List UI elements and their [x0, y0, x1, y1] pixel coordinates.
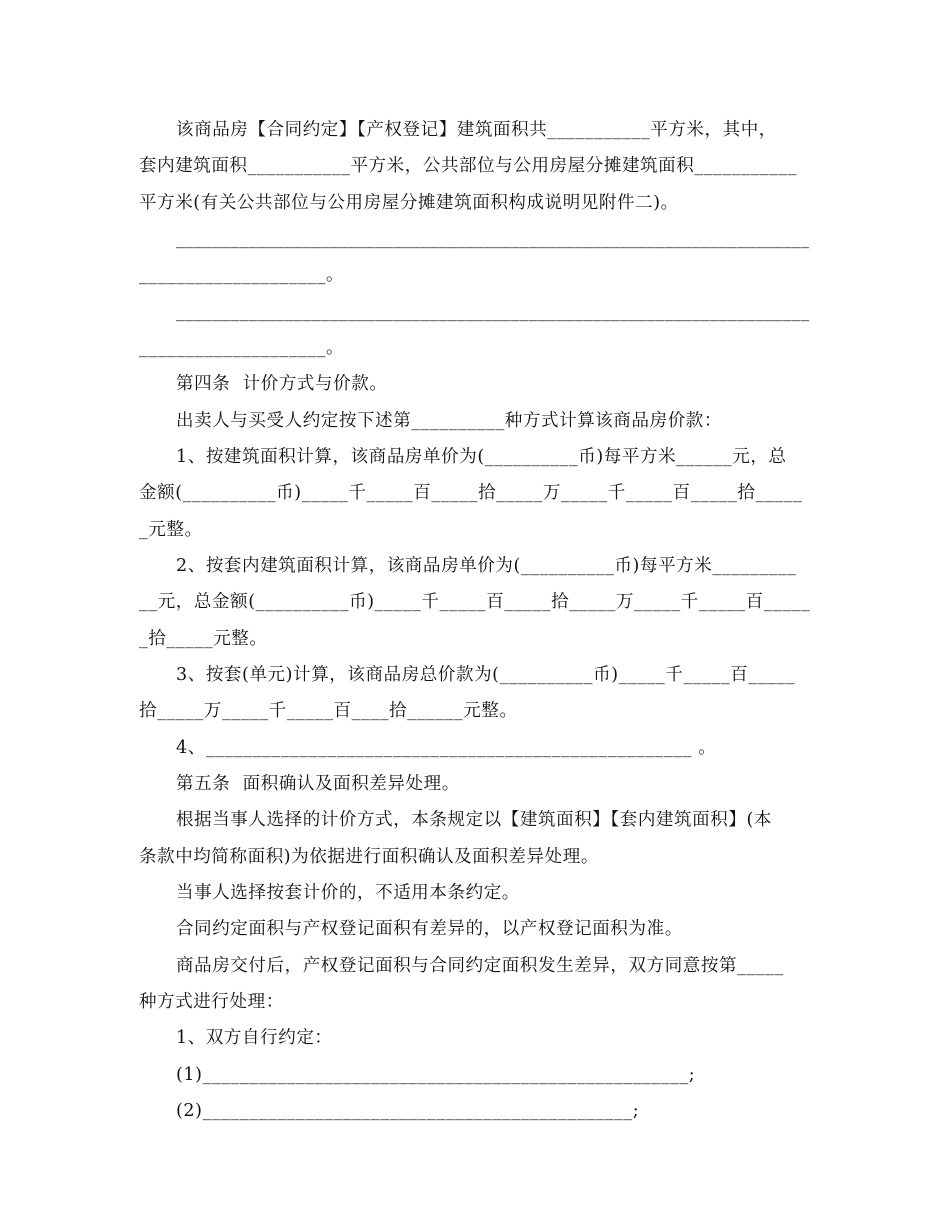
paragraph-line: 金额(__________币)_____千_____百_____拾_____万_____千_____百_____拾_____ [139, 483, 803, 503]
paragraph-line: 拾_____万_____千_____百____拾______元整。 [139, 701, 518, 721]
blank-fill-line: ______________________________________________________________________ [176, 229, 810, 249]
paragraph-line: 当事人选择按套计价的，不适用本条约定。 [176, 883, 520, 903]
paragraph-line: 1、双方自行约定： [176, 1028, 333, 1048]
paragraph-line: (2)______________________________________________; [176, 1101, 640, 1121]
paragraph-line: 条款中均简称面积)为依据进行面积确认及面积差异处理。 [139, 847, 599, 867]
paragraph-line: 3、按套(单元)计算，该商品房总价款为(__________币)_____千_____百_____ [176, 665, 796, 685]
blank-fill-line: ____________________。 [139, 265, 345, 285]
paragraph-line: 合同约定面积与产权登记面积有差异的，以产权登记面积为准。 [176, 919, 683, 939]
paragraph-line: 出卖人与买受人约定按下述第__________种方式计算该商品房价款： [176, 411, 722, 431]
paragraph-line: _拾_____元整。 [139, 629, 268, 649]
article-heading: 第四条 计价方式与价款。 [176, 374, 388, 394]
blank-fill-line: ______________________________________________________________________ [176, 302, 810, 322]
blank-fill-line: ____________________。 [139, 338, 345, 358]
paragraph-line: 商品房交付后，产权登记面积与合同约定面积发生差异，双方同意按第_____ [176, 956, 784, 976]
paragraph-line: 种方式进行处理： [139, 992, 284, 1012]
paragraph-line: (1)____________________________________________________; [176, 1065, 696, 1085]
paragraph-line: 套内建筑面积___________平方米，公共部位与公用房屋分摊建筑面积___________ [139, 156, 798, 176]
paragraph-line: 1、按建筑面积计算，该商品房单价为(__________币)每平方米______元，总 [176, 447, 787, 467]
paragraph-line: __元，总金额(__________币)_____千_____百_____拾_____万_____千_____百_____ [139, 592, 811, 612]
paragraph-line: 平方米(有关公共部位与公用房屋分摊建筑面积构成说明见附件二)。 [139, 193, 679, 213]
paragraph-line: 根据当事人选择的计价方式，本条规定以【建筑面积】【套内建筑面积】(本 [176, 810, 772, 830]
paragraph-line: 该商品房【合同约定】【产权登记】建筑面积共___________平方米，其中， [176, 120, 777, 140]
article-heading: 第五条 面积确认及面积差异处理。 [176, 774, 460, 794]
paragraph-line: 2、按套内建筑面积计算，该商品房单价为(__________币)每平方米_________ [176, 556, 797, 576]
paragraph-line: 4、____________________________________________________ 。 [176, 738, 717, 758]
paragraph-line: _元整。 [139, 520, 203, 540]
